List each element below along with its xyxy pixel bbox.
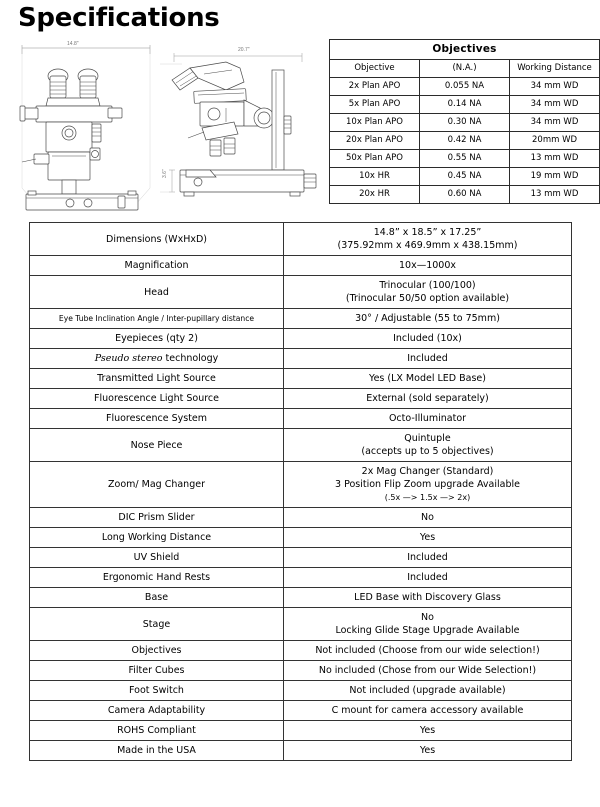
objective-name: 10x HR	[330, 168, 420, 186]
objectives-header-row	[330, 60, 600, 78]
table-row	[30, 548, 572, 568]
spec-label: Zoom/ Mag Changer	[30, 462, 284, 508]
table-row	[30, 661, 572, 681]
spec-value	[284, 369, 572, 389]
spec-value	[284, 309, 572, 329]
spec-value-line: 2x Mag Changer (Standard)	[361, 466, 494, 477]
table-row	[30, 409, 572, 429]
objective-na: 0.45 NA	[420, 168, 510, 186]
spec-value-line: Not included (Choose from our wide selection!)	[315, 645, 540, 656]
table-row	[330, 78, 600, 96]
spec-value-line: No included (Chose from our Wide Selection!)	[318, 665, 537, 676]
objective-na: 0.42 NA	[420, 132, 510, 150]
spec-value-line: (375.92mm x 469.9mm x 438.15mm)	[337, 240, 518, 251]
spec-label: Fluorescence System	[30, 409, 284, 429]
spec-label: DIC Prism Slider	[30, 508, 284, 528]
spec-label: UV Shield	[30, 548, 284, 568]
table-row	[30, 641, 572, 661]
objective-wd: 19 mm WD	[510, 168, 600, 186]
objectives-table-title: Objectives	[330, 40, 600, 60]
spec-value-line: Included	[407, 552, 448, 563]
spec-value	[284, 276, 572, 309]
table-row	[30, 701, 572, 721]
objective-name: 5x Plan APO	[330, 96, 420, 114]
objective-wd: 20mm WD	[510, 132, 600, 150]
page-title: Specifications	[18, 3, 220, 33]
spec-value	[284, 528, 572, 548]
specifications-table-body	[30, 223, 572, 761]
objective-name: 10x Plan APO	[330, 114, 420, 132]
spec-label: Eye Tube Inclination Angle / Inter-pupillary distance	[30, 309, 284, 329]
table-row	[330, 168, 600, 186]
spec-value-line: No	[421, 612, 434, 623]
spec-value-line: Yes	[419, 725, 436, 736]
spec-value-line: (accepts up to 5 objectives)	[361, 446, 494, 457]
spec-value	[284, 721, 572, 741]
objective-wd: 34 mm WD	[510, 96, 600, 114]
table-row	[30, 588, 572, 608]
spec-value	[284, 349, 572, 369]
spec-value-line: No	[421, 512, 434, 523]
spec-value	[284, 462, 572, 508]
front-width-dimension-label: 14.8"	[67, 41, 79, 47]
spec-value	[284, 741, 572, 761]
spec-value-line: Yes	[419, 745, 436, 756]
spec-label: Ergonomic Hand Rests	[30, 568, 284, 588]
spec-label: Pseudo stereo technology	[30, 349, 284, 369]
product-drawings	[8, 38, 322, 218]
spec-value-line: Included	[407, 572, 448, 583]
objective-wd: 34 mm WD	[510, 114, 600, 132]
spec-value	[284, 548, 572, 568]
spec-label: Head	[30, 276, 284, 309]
objective-na: 0.55 NA	[420, 150, 510, 168]
spec-label: Fluorescence Light Source	[30, 389, 284, 409]
table-row	[30, 309, 572, 329]
table-row	[30, 462, 572, 508]
spec-value-line: Octo-Illuminator	[388, 413, 467, 424]
front-view-drawing	[12, 38, 160, 218]
spec-value-line: Included	[407, 353, 448, 364]
spec-value-line: 3 Position Flip Zoom upgrade Available	[335, 479, 520, 490]
objective-name: 20x Plan APO	[330, 132, 420, 150]
spec-value	[284, 588, 572, 608]
spec-label: Foot Switch	[30, 681, 284, 701]
table-row	[30, 568, 572, 588]
spec-value	[284, 508, 572, 528]
spec-value-line: Yes (LX Model LED Base)	[369, 373, 486, 384]
spec-value	[284, 681, 572, 701]
spec-value-line: External (sold separately)	[366, 393, 489, 404]
table-row	[30, 256, 572, 276]
spec-value	[284, 389, 572, 409]
table-row	[330, 96, 600, 114]
spec-value	[284, 329, 572, 349]
spec-value-line: Included (10x)	[393, 333, 462, 344]
spec-value	[284, 568, 572, 588]
table-row	[30, 429, 572, 462]
objective-wd: 34 mm WD	[510, 78, 600, 96]
spec-label: Eyepieces (qty 2)	[30, 329, 284, 349]
objectives-title-row	[330, 40, 600, 60]
spec-label: Transmitted Light Source	[30, 369, 284, 389]
side-view-drawing	[160, 38, 322, 218]
front-view-svg	[12, 38, 160, 218]
table-row	[330, 150, 600, 168]
spec-value-line: Quintuple	[404, 433, 451, 444]
spec-label: Magnification	[30, 256, 284, 276]
spec-value-line: LED Base with Discovery Glass	[354, 592, 501, 603]
spec-label: Made in the USA	[30, 741, 284, 761]
spec-label: Base	[30, 588, 284, 608]
objective-na: 0.60 NA	[420, 186, 510, 204]
spec-value-line: Trinocular (100/100)	[379, 280, 476, 291]
spec-value-line: 14.8” x 18.5” x 17.25”	[373, 227, 482, 238]
spec-value	[284, 661, 572, 681]
table-row	[30, 223, 572, 256]
spec-value	[284, 429, 572, 462]
spec-label: Nose Piece	[30, 429, 284, 462]
specifications-table	[29, 222, 572, 761]
spec-label: Long Working Distance	[30, 528, 284, 548]
objective-wd: 13 mm WD	[510, 150, 600, 168]
spec-label: Stage	[30, 608, 284, 641]
table-row	[330, 186, 600, 204]
spec-value-line: Not included (upgrade available)	[349, 685, 506, 696]
spec-value	[284, 409, 572, 429]
table-row	[330, 132, 600, 150]
objectives-col-header-working-distance: Working Distance	[510, 60, 600, 78]
table-row	[30, 369, 572, 389]
spec-value	[284, 223, 572, 256]
spec-value-line: 30° / Adjustable (55 to 75mm)	[355, 313, 500, 324]
table-row	[30, 329, 572, 349]
side-width-dimension-label: 20.7"	[238, 47, 250, 53]
spec-label: Objectives	[30, 641, 284, 661]
table-row	[30, 528, 572, 548]
table-row	[30, 721, 572, 741]
table-row	[30, 681, 572, 701]
spec-value	[284, 256, 572, 276]
table-row	[30, 508, 572, 528]
spec-value	[284, 701, 572, 721]
table-row	[330, 114, 600, 132]
table-row	[30, 389, 572, 409]
spec-label: Dimensions (WxHxD)	[30, 223, 284, 256]
spec-value	[284, 608, 572, 641]
objective-name: 50x Plan APO	[330, 150, 420, 168]
spec-value-line: C mount for camera accessory available	[331, 705, 524, 716]
spec-label: ROHS Compliant	[30, 721, 284, 741]
table-row	[30, 741, 572, 761]
spec-label: Camera Adaptability	[30, 701, 284, 721]
table-row	[30, 276, 572, 309]
objective-name: 20x HR	[330, 186, 420, 204]
spec-value-line: (Trinocular 50/50 option available)	[345, 293, 510, 304]
objective-wd: 13 mm WD	[510, 186, 600, 204]
table-row	[30, 349, 572, 369]
objective-na: 0.30 NA	[420, 114, 510, 132]
side-view-svg	[160, 38, 322, 218]
table-row	[30, 608, 572, 641]
side-height-dimension-label: 3.6"	[162, 169, 168, 178]
spec-value	[284, 641, 572, 661]
objective-na: 0.14 NA	[420, 96, 510, 114]
objectives-col-header-objective: Objective	[330, 60, 420, 78]
spec-value-line: Locking Glide Stage Upgrade Available	[335, 625, 520, 636]
spec-value-line: Yes	[419, 532, 436, 543]
objectives-table-body	[330, 40, 600, 204]
spec-label-emphasis: Pseudo stereo	[94, 353, 163, 364]
spec-value-line: (.5x —> 1.5x —> 2x)	[384, 493, 471, 502]
objectives-col-header-na: (N.A.)	[420, 60, 510, 78]
objective-na: 0.055 NA	[420, 78, 510, 96]
objective-name: 2x Plan APO	[330, 78, 420, 96]
spec-value-line: 10x—1000x	[398, 260, 456, 271]
spec-label: Filter Cubes	[30, 661, 284, 681]
objectives-table	[329, 39, 600, 204]
